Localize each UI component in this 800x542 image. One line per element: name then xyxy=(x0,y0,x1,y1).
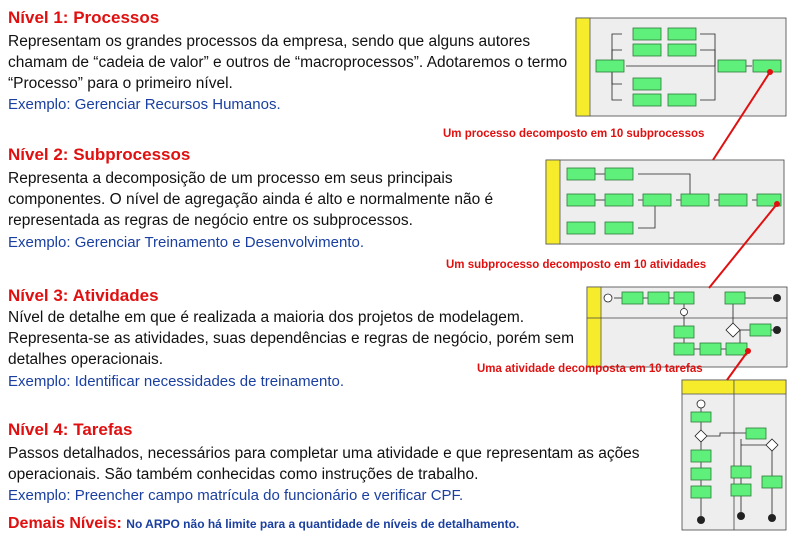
level-1-description: Representam os grandes processos da empresa, sendo que alguns autores chamam de “cadeia de valor” e outros de “macroprocessos”. Adotaremos o termo “Processo” para o primeiro nível. xyxy=(8,33,568,92)
callout-process-decomposition: Um processo decomposto em 10 subprocessos xyxy=(443,128,705,140)
task-diagram-thumbnail xyxy=(682,380,786,530)
callout-activity-decomposition: Uma atividade decomposta em 10 tarefas xyxy=(477,363,703,375)
other-levels-label: Demais Níveis: xyxy=(8,515,122,532)
level-4-example: Exemplo: Preencher campo matrícula do funcionário e verificar CPF. xyxy=(8,487,464,504)
process-diagram-thumbnail xyxy=(576,18,786,116)
other-levels-text: No ARPO não há limite para a quantidade de níveis de detalhamento. xyxy=(126,517,520,531)
level-3-example: Exemplo: Identificar necessidades de treinamento. xyxy=(8,373,345,390)
subprocess-diagram-thumbnail xyxy=(546,160,784,244)
level-3-description: Nível de detalhe em que é realizada a maioria dos projetos de modelagem. Representa-se as atividades, suas dependências e regras de negócio, porém sem detalhes operacionais. xyxy=(8,309,575,368)
level-1-title: Nível 1: Processos xyxy=(8,8,160,27)
level-3-title: Nível 3: Atividades xyxy=(8,286,159,305)
callout-subprocess-decomposition: Um subprocesso decomposto em 10 atividades xyxy=(446,259,707,271)
level-2-example: Exemplo: Gerenciar Treinamento e Desenvolvimento. xyxy=(8,234,365,251)
level-2-title: Nível 2: Subprocessos xyxy=(8,145,191,164)
level-4-title: Nível 4: Tarefas xyxy=(8,420,133,439)
level-1-example: Exemplo: Gerenciar Recursos Humanos. xyxy=(8,96,281,113)
level-4-description: Passos detalhados, necessários para completar uma atividade e que representam as ações operacionais. São também conhecidas como instruções de trabalho. xyxy=(8,445,640,483)
level-2-description: Representa a decomposição de um processo em seus principais componentes. O nível de agregação ainda é alto e normalmente não é representada as regras de negócio entre os subprocessos. xyxy=(8,170,494,229)
activity-diagram-thumbnail xyxy=(587,287,787,367)
